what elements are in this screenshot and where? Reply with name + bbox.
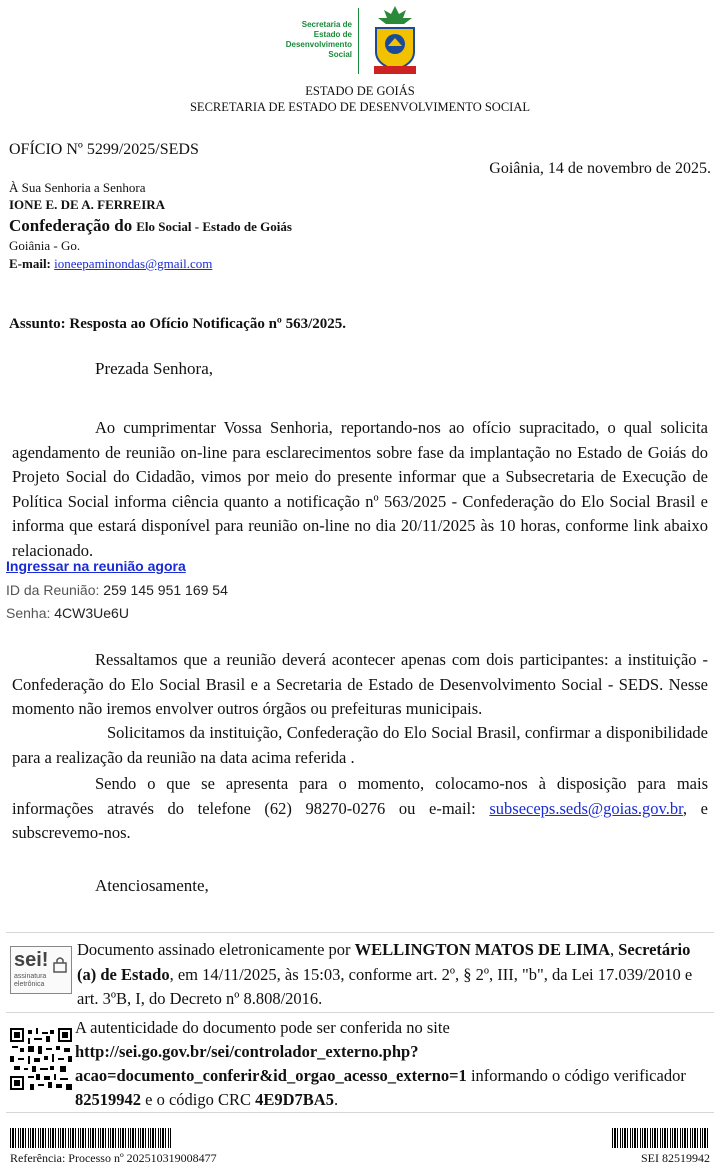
header-secretariat: SECRETARIA DE ESTADO DE DESENVOLVIMENTO SOCIAL (189, 100, 530, 114)
header-state: ESTADO DE GOIÁS (305, 84, 415, 98)
qr-code-icon (10, 1028, 72, 1090)
logo-divider (358, 8, 359, 74)
signer-role: Secretário (a) de Estado (77, 940, 691, 984)
contact-email-link[interactable]: subseceps.seds@goias.gov.br (489, 798, 683, 818)
process-barcode-icon (10, 1128, 172, 1148)
paragraph-3: Solicitamos da instituição, Confederação do Elo Social Brasil, confirmar a disponibilidade para a realização da reunião na data acima referida . (12, 723, 708, 767)
seds-logo-text: Secretaria de Estado de Desenvolvimento Social (285, 20, 352, 59)
to-line: À Sua Senhoria a Senhora (9, 180, 146, 195)
recipient-org: Confederação do Elo Social - Estado de Goiás (9, 216, 292, 235)
paragraph-4: Sendo o que se apresenta para o momento, colocamo-nos à disposição para mais informações através do telefone (62) 98270-0276 ou e-mail: subseceps.seds@goias.gov.br, e subscrevemo-nos. (12, 774, 708, 842)
footer-divider (6, 1112, 714, 1113)
letter-number: OFÍCIO Nº 5299/2025/SEDS (9, 141, 199, 158)
sei-signature-badge-icon: sei! assinatura eletrônica (10, 946, 72, 994)
meeting-id-value: 259 145 951 169 54 (103, 582, 228, 598)
meeting-id-line: ID da Reunião: 259 145 951 169 54 (6, 582, 228, 598)
signature-top-divider (6, 932, 714, 933)
verification-text: A autenticidade do documento pode ser conferida no site http://sei.go.gov.br/sei/controlador_externo.php? acao=documento_conferir&id_orgao_acesso_externo=1 informando o código verificador 82519942 e o código CRC 4E9D7BA5. (75, 1018, 686, 1109)
recipient-name: IONE E. DE A. FERREIRA (9, 197, 166, 212)
crc-code: 4E9D7BA5 (255, 1090, 334, 1109)
place-date: Goiânia, 14 de novembro de 2025. (489, 160, 711, 177)
verification-code: 82519942 (75, 1090, 141, 1109)
join-meeting-link[interactable]: Ingressar na reunião agora (6, 558, 186, 574)
recipient-email-line: E-mail: ioneepaminondas@gmail.com (9, 256, 213, 271)
footer-reference: Referência: Processo nº 202510319008477 (10, 1151, 217, 1165)
paragraph-1: Ao cumprimentar Vossa Senhoria, reportando-nos ao ofício supracitado, o qual solicita agendamento de reunião on-line para esclarecimentos sobre fase da implantação no Estado de Goiás do Projeto Social do Cidadão, vimos por meio do presente informar que a Subsecretaria de Execução de Política Social informa ciência quanto a notificação nº 563/2025 - Confederação do Elo Social Brasil e informa que estará disponível para reunião on-line no dia 20/11/2025 às 10 horas, conforme link abaixo relacionado. (12, 418, 708, 560)
footer-sei-number: SEI 82519942 (641, 1151, 710, 1165)
meeting-password-line: Senha: 4CW3Ue6U (6, 605, 129, 621)
signer-name: WELLINGTON MATOS DE LIMA (354, 940, 610, 959)
greeting: Prezada Senhora, (95, 359, 214, 378)
recipient-email-link[interactable]: ioneepaminondas@gmail.com (54, 256, 213, 271)
verification-divider (6, 1012, 714, 1013)
recipient-city: Goiânia - Go. (9, 238, 81, 253)
sei-barcode-icon (612, 1128, 710, 1148)
paragraph-2: Ressaltamos que a reunião deverá acontecer apenas com dois participantes: a instituição - Confederação do Elo Social Brasil e a Secretaria de Estado de Desenvolvimento Social - SEDS. Nesse momento não iremos envolver outros órgãos ou prefeituras municipais. (12, 650, 708, 718)
lock-icon (53, 955, 67, 973)
verification-url-line1[interactable]: http://sei.go.gov.br/sei/controlador_externo.php? (75, 1042, 419, 1061)
verification-url-line2[interactable]: acao=documento_conferir&id_orgao_acesso_externo=1 (75, 1066, 467, 1085)
subject: Assunto: Resposta ao Ofício Notificação nº 563/2025. (9, 316, 347, 332)
closing: Atenciosamente, (95, 876, 209, 895)
state-coat-of-arms-icon (368, 4, 422, 76)
signature-text: Documento assinado eletronicamente por WELLINGTON MATOS DE LIMA, Secretário (a) de Estado, em 14/11/2025, às 15:03, conforme art. 2º, § 2º, III, "b", da Lei 17.039/2010 e art. 3ºB, I, do Decreto nº 8.808/2016. (77, 940, 693, 1008)
meeting-password-value: 4CW3Ue6U (54, 605, 129, 621)
